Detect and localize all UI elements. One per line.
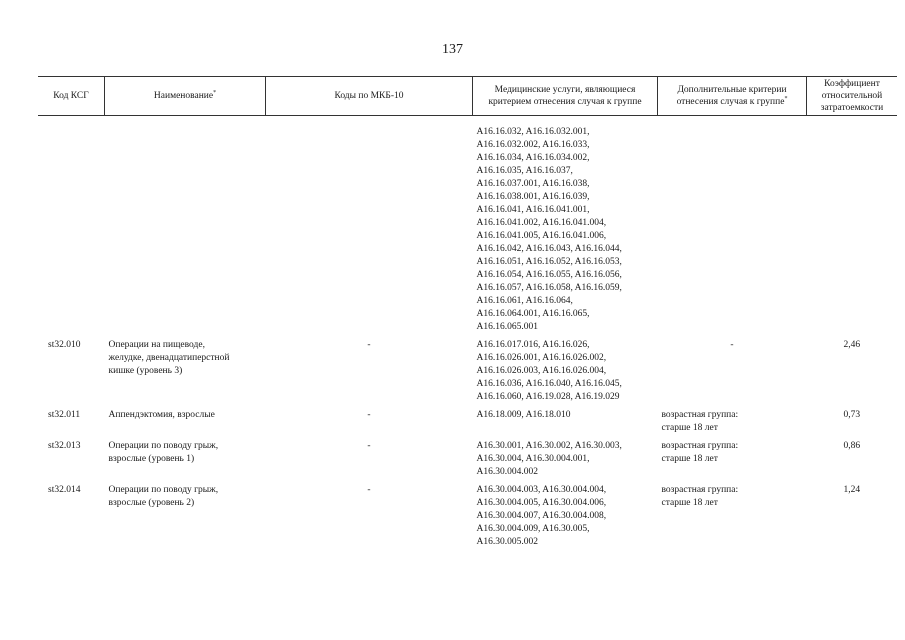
cell-criteria xyxy=(658,409,807,435)
header-criteria-label: Дополнительные критерии отнесения случая к группе xyxy=(676,85,787,107)
cell-code: st32.010 xyxy=(48,340,81,350)
header-code-label: Код КСГ xyxy=(53,91,89,101)
cell-code: st32.011 xyxy=(48,410,81,420)
service-code-line: A16.16.034, A16.16.034.002, xyxy=(476,153,590,163)
header-mkb xyxy=(266,77,473,116)
service-code-line: A16.16.041.002, A16.16.041.004, xyxy=(476,218,607,228)
page-number: 137 xyxy=(442,42,463,57)
service-code-line: A16.16.061, A16.16.064, xyxy=(476,296,573,306)
header-code xyxy=(38,77,105,116)
service-code-line: A16.16.032, A16.16.032.001, xyxy=(476,127,590,137)
header-name-footnote-mark: * xyxy=(213,89,217,96)
name-line: желудке, двенадцатиперстной xyxy=(108,353,230,363)
service-code-line: A16.18.009, A16.18.010 xyxy=(476,410,571,420)
service-code-line: A16.16.036, A16.16.040, A16.16.045, xyxy=(476,379,622,389)
cell-criteria xyxy=(658,484,807,549)
criteria-line: старше 18 лет xyxy=(661,454,718,464)
cell-criteria xyxy=(658,440,807,479)
service-code-line: A16.16.042, A16.16.043, A16.16.044, xyxy=(476,244,622,254)
service-code-line: A16.30.004.003, A16.30.004.004, xyxy=(476,485,607,495)
criteria-line: возрастная группа: xyxy=(661,410,739,420)
cell-services xyxy=(473,440,658,479)
cell-criteria xyxy=(658,339,807,404)
criteria-line: возрастная группа: xyxy=(661,441,739,451)
table-header xyxy=(38,77,897,116)
service-code-line: A16.30.001, A16.30.002, A16.30.003, xyxy=(476,441,622,451)
header-services xyxy=(473,77,658,116)
name-line: взрослые (уровень 1) xyxy=(108,454,195,464)
table-row xyxy=(38,440,897,479)
cell-mkb: - xyxy=(367,441,371,451)
cell-services xyxy=(473,409,658,435)
name-line: кишке (уровень 3) xyxy=(108,366,183,376)
cell-services xyxy=(473,126,658,334)
header-mkb-label: Коды по МКБ-10 xyxy=(334,91,404,101)
cell-name xyxy=(105,126,266,334)
service-code-line: A16.16.026.003, A16.16.026.004, xyxy=(476,366,607,376)
service-code-line: A16.30.004.007, A16.30.004.008, xyxy=(476,511,607,521)
service-code-line: A16.16.037.001, A16.16.038, xyxy=(476,179,590,189)
header-services-label: Медицинские услуги, являющиеся критерием отнесения случая к группе xyxy=(488,85,642,107)
service-code-line: A16.16.041, A16.16.041.001, xyxy=(476,205,590,215)
cell-name xyxy=(105,484,266,549)
service-code-line: A16.16.057, A16.16.058, A16.16.059, xyxy=(476,283,622,293)
header-coef xyxy=(807,77,898,116)
ksg-table xyxy=(38,76,897,549)
service-code-line: A16.30.004.009, A16.30.005, xyxy=(476,524,590,534)
cell-coef: 0,86 xyxy=(843,441,861,451)
service-code-line: A16.16.038.001, A16.16.039, xyxy=(476,192,590,202)
table-body xyxy=(38,116,897,550)
header-criteria xyxy=(658,77,807,116)
service-code-line: A16.16.054, A16.16.055, A16.16.056, xyxy=(476,270,622,280)
cell-code: st32.013 xyxy=(48,441,81,451)
name-line: взрослые (уровень 2) xyxy=(108,498,195,508)
service-code-line: A16.16.051, A16.16.052, A16.16.053, xyxy=(476,257,622,267)
service-code-line: A16.16.026.001, A16.16.026.002, xyxy=(476,353,607,363)
name-line: Операции на пищеводе, xyxy=(108,340,205,350)
service-code-line: A16.16.060, A16.19.028, A16.19.029 xyxy=(476,392,620,402)
cell-services xyxy=(473,339,658,404)
cell-name xyxy=(105,339,266,404)
header-name-label: Наименование xyxy=(153,91,214,101)
cell-coef xyxy=(807,126,898,334)
table-row xyxy=(38,484,897,549)
cell-code: st32.014 xyxy=(48,485,81,495)
cell-name xyxy=(105,440,266,479)
criteria-line: старше 18 лет xyxy=(661,423,718,433)
header-criteria-footnote-mark: * xyxy=(784,95,788,102)
cell-mkb: - xyxy=(367,410,371,420)
name-line: Операции по поводу грыж, xyxy=(108,485,219,495)
service-code-line: A16.30.004.005, A16.30.004.006, xyxy=(476,498,607,508)
criteria-line: старше 18 лет xyxy=(661,498,718,508)
header-coef-label: Коэффициент относительной затратоемкости xyxy=(820,79,884,113)
service-code-line: A16.16.064.001, A16.16.065, xyxy=(476,309,590,319)
cell-services xyxy=(473,484,658,549)
criteria-line: - xyxy=(730,340,734,350)
service-code-line: A16.16.065.001 xyxy=(476,322,538,332)
cell-coef: 0,73 xyxy=(843,410,861,420)
service-code-line: A16.30.004, A16.30.004.001, xyxy=(476,454,590,464)
cell-code xyxy=(38,126,105,334)
cell-mkb xyxy=(266,126,473,334)
service-code-line: A16.16.041.005, A16.16.041.006, xyxy=(476,231,607,241)
service-code-line: A16.16.017.016, A16.16.026, xyxy=(476,340,590,350)
criteria-line: возрастная группа: xyxy=(661,485,739,495)
service-code-line: A16.30.005.002 xyxy=(476,537,538,547)
service-code-line: A16.16.032.002, A16.16.033, xyxy=(476,140,590,150)
table-row-continuation xyxy=(38,126,897,334)
cell-mkb: - xyxy=(367,485,371,495)
name-line: Операции по поводу грыж, xyxy=(108,441,219,451)
header-name xyxy=(105,77,266,116)
cell-coef: 1,24 xyxy=(843,485,861,495)
cell-coef: 2,46 xyxy=(843,340,861,350)
cell-mkb: - xyxy=(367,340,371,350)
service-code-line: A16.16.035, A16.16.037, xyxy=(476,166,573,176)
table-row xyxy=(38,409,897,435)
cell-name xyxy=(105,409,266,435)
table-row xyxy=(38,339,897,404)
service-code-line: A16.30.004.002 xyxy=(476,467,538,477)
name-line: Аппендэктомия, взрослые xyxy=(108,410,215,420)
cell-criteria xyxy=(658,126,807,334)
